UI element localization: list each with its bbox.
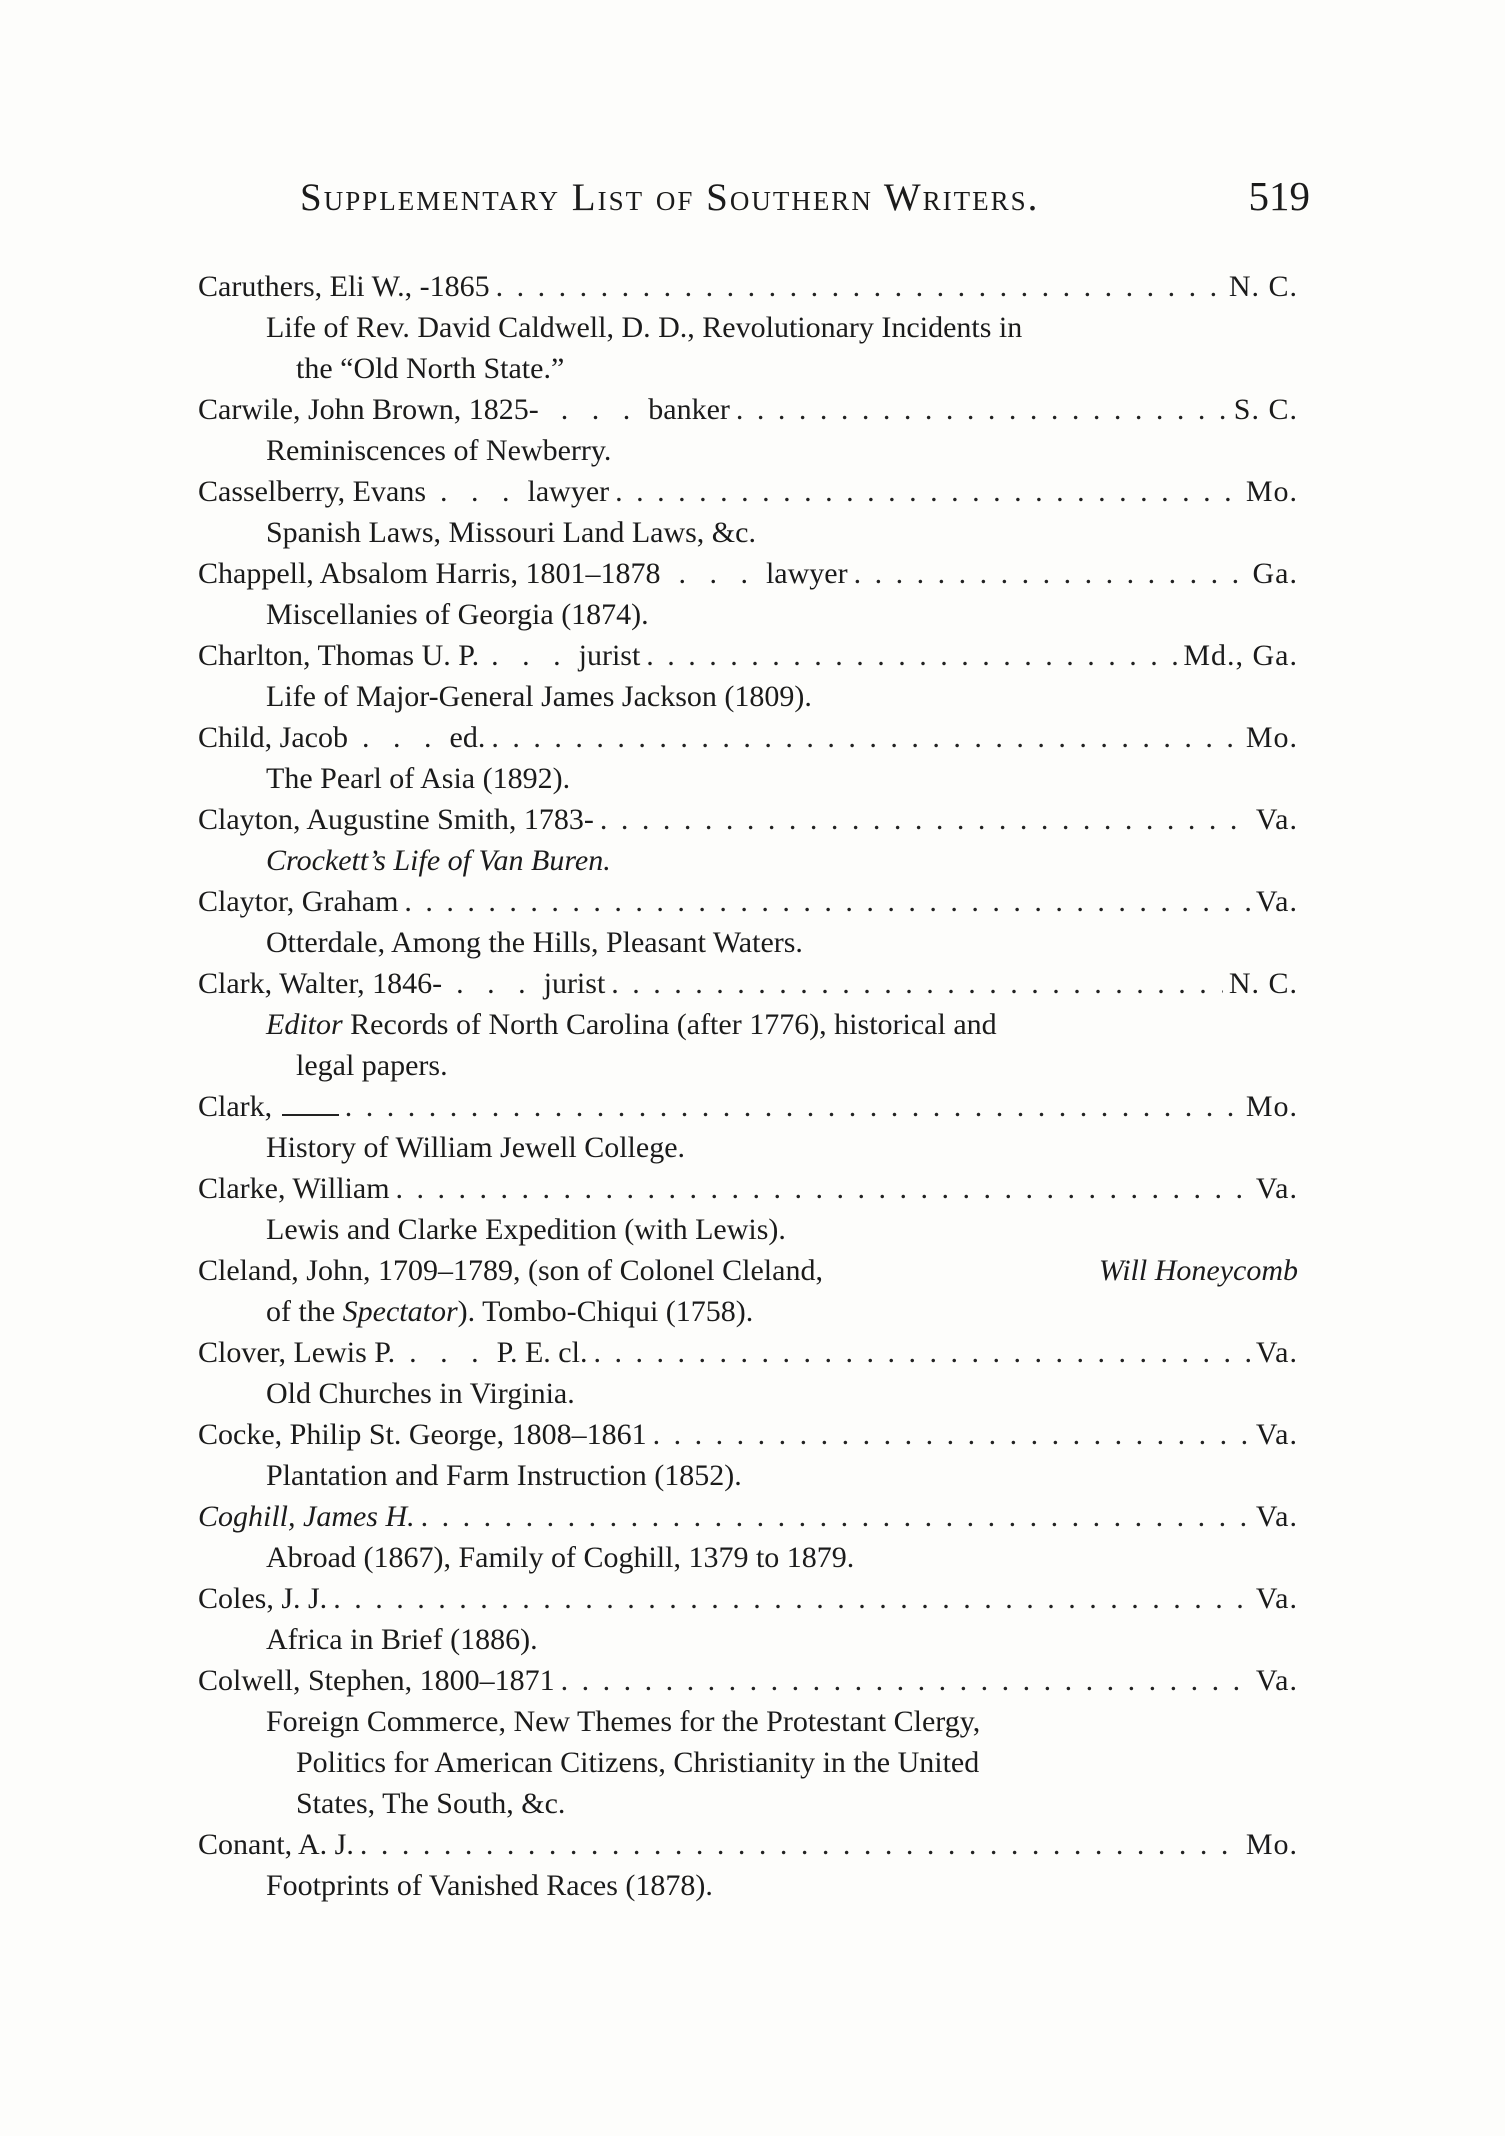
writer-works: Miscellanies of Georgia (1874). xyxy=(266,598,649,631)
writer-works: Otterdale, Among the Hills, Pleasant Waters. xyxy=(266,926,803,959)
writer-state: Va. xyxy=(1255,1582,1298,1615)
list-item xyxy=(198,1660,1298,1824)
list-item xyxy=(198,799,1298,881)
writer-works: Footprints of Vanished Races (1878). xyxy=(266,1869,713,1902)
writer-name: Coghill, James H. xyxy=(198,1500,415,1533)
writer-occupation: jurist xyxy=(578,639,641,672)
writer-works-editor: Editor xyxy=(266,1008,343,1041)
writer-works: Records of North Carolina (after 1776), historical and xyxy=(350,1008,997,1041)
writer-state: Mo. xyxy=(1245,721,1298,754)
writer-name: Carwile, John Brown, 1825- xyxy=(198,393,539,426)
writer-state: S. C. xyxy=(1233,393,1298,426)
writer-state: Va. xyxy=(1255,885,1298,918)
writer-works-cont: the “Old North State.” xyxy=(296,352,565,385)
writer-works: Lewis and Clarke Expedition (with Lewis). xyxy=(266,1213,786,1246)
writer-name: Conant, A. J. xyxy=(198,1828,354,1861)
writer-works-journal: Spectator xyxy=(342,1295,458,1328)
list-item: Chappell, Absalom Harris, 1801–1878 . . . lawyer . . . Ga. Miscellanies of Georgia (1874). xyxy=(198,553,1298,635)
writer-occupation: banker xyxy=(648,393,730,426)
writer-works: The Pearl of Asia (1892). xyxy=(266,762,571,795)
writer-works: Foreign Commerce, New Themes for the Protestant Clergy, xyxy=(266,1705,981,1738)
writer-pseudonym: Will Honeycomb xyxy=(1098,1254,1298,1287)
writer-works: Old Churches in Virginia. xyxy=(266,1377,575,1410)
writer-occupation: ed. xyxy=(449,721,486,754)
writer-works: Crockett’s Life of Van Buren. xyxy=(266,844,611,877)
writer-state: Va. xyxy=(1255,1500,1298,1533)
writer-name: Child, Jacob xyxy=(198,721,348,754)
writer-works: Africa in Brief (1886). xyxy=(266,1623,538,1656)
writer-name: Clark, xyxy=(198,1090,273,1123)
writer-state: Ga. xyxy=(1252,557,1298,590)
list-item: Casselberry, Evans . . . lawyer . . . Mo. Spanish Laws, Missouri Land Laws, &c. xyxy=(198,471,1298,553)
writer-state: Md., Ga. xyxy=(1183,639,1298,672)
writer-works: Plantation and Farm Instruction (1852). xyxy=(266,1459,742,1492)
writer-state: Va. xyxy=(1255,803,1298,836)
writer-occupation: lawyer xyxy=(527,475,610,508)
writer-state: Va. xyxy=(1255,1418,1298,1451)
list-item: Clover, Lewis P. . . . P. E. cl. . . . Va. Old Churches in Virginia. xyxy=(198,1332,1298,1414)
writer-name: Claytor, Graham xyxy=(198,885,399,918)
writer-name: Casselberry, Evans xyxy=(198,475,426,508)
writer-name: Clark, Walter, 1846- xyxy=(198,967,443,1000)
writer-state: N. C. xyxy=(1228,967,1298,1000)
list-item xyxy=(198,1414,1298,1496)
unknown-name-rule xyxy=(282,1114,339,1116)
writer-state: Mo. xyxy=(1245,475,1298,508)
list-item: Carwile, John Brown, 1825- . . . banker . . . S. C. Reminiscences of Newberry. xyxy=(198,389,1298,471)
writer-occupation: P. E. cl. xyxy=(496,1336,588,1369)
list-item: Charlton, Thomas U. P. . . . jurist . . . Md., Ga. Life of Major-General James Jackson (1809). xyxy=(198,635,1298,717)
writer-works: Life of Rev. David Caldwell, D. D., Revolutionary Incidents in xyxy=(266,311,1023,344)
writer-state: Va. xyxy=(1255,1664,1298,1697)
writer-occupation: jurist xyxy=(543,967,606,1000)
writer-name: Clayton, Augustine Smith, 1783- xyxy=(198,803,594,836)
writer-name: Coles, J. J. xyxy=(198,1582,328,1615)
writer-name: Clarke, William xyxy=(198,1172,390,1205)
writer-name: Caruthers, Eli W., -1865 xyxy=(198,270,490,303)
writer-state: Mo. xyxy=(1245,1090,1298,1123)
list-item xyxy=(198,1824,1298,1906)
list-item xyxy=(198,1086,1298,1168)
writer-works-cont: Politics for American Citizens, Christianity in the United xyxy=(296,1746,980,1779)
list-item xyxy=(198,1496,1298,1578)
writer-works: Spanish Laws, Missouri Land Laws, &c. xyxy=(266,516,756,549)
writer-name: Charlton, Thomas U. P. xyxy=(198,639,480,672)
writer-name: Cocke, Philip St. George, 1808–1861 xyxy=(198,1418,647,1451)
writer-state: N. C. xyxy=(1228,270,1298,303)
writer-name: Chappell, Absalom Harris, 1801–1878 xyxy=(198,557,661,590)
writers-list xyxy=(198,266,1298,1906)
list-item xyxy=(198,266,1298,389)
list-item xyxy=(198,1578,1298,1660)
writer-works: Reminiscences of Newberry. xyxy=(266,434,612,467)
writer-name: Cleland, John, 1709–1789, (son of Colonel Cleland, xyxy=(198,1254,823,1287)
list-item xyxy=(198,1250,1298,1332)
writer-works-prefix: of the xyxy=(266,1295,336,1328)
writer-works-cont: States, The South, &c. xyxy=(296,1787,566,1820)
running-head xyxy=(300,172,1310,220)
writer-works: Abroad (1867), Family of Coghill, 1379 to 1879. xyxy=(266,1541,855,1574)
writer-name: Colwell, Stephen, 1800–1871 xyxy=(198,1664,555,1697)
page-number: 519 xyxy=(1248,173,1310,219)
writer-state: Mo. xyxy=(1245,1828,1298,1861)
list-item xyxy=(198,1168,1298,1250)
writer-works: History of William Jewell College. xyxy=(266,1131,686,1164)
writer-occupation: lawyer xyxy=(765,557,848,590)
writer-name: Clover, Lewis P. xyxy=(198,1336,396,1369)
page-title: Supplementary List of Southern Writers. xyxy=(300,176,1040,219)
list-item xyxy=(198,881,1298,963)
writer-works-cont: legal papers. xyxy=(296,1049,448,1082)
writer-works: ). Tombo-Chiqui (1758). xyxy=(457,1295,754,1328)
writer-state: Va. xyxy=(1255,1172,1298,1205)
list-item: Child, Jacob . . . ed. . . . Mo. The Pearl of Asia (1892). xyxy=(198,717,1298,799)
writer-state: Va. xyxy=(1255,1336,1298,1369)
list-item: Clark, Walter, 1846- . . . jurist . . . N. C. Editor Records of North Carolina (after 1776), historical and legal papers. xyxy=(198,963,1298,1086)
writer-works: Life of Major-General James Jackson (1809). xyxy=(266,680,812,713)
